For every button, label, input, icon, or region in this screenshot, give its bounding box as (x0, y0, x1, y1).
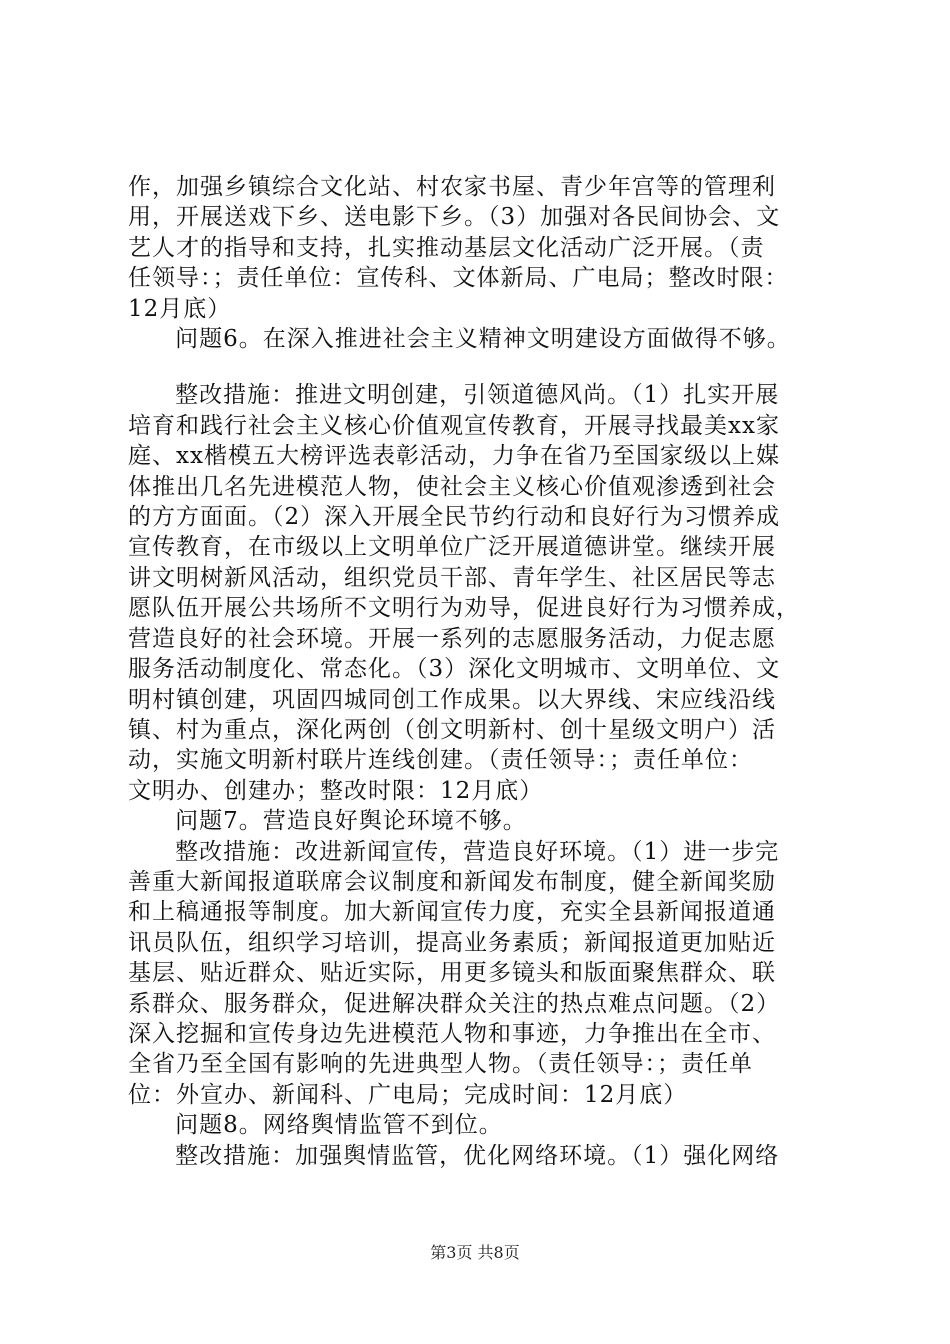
text-line: 讲文明树新风活动，组织党员干部、青年学生、社区居民等志 (128, 564, 776, 591)
text-line: 作，加强乡镇综合文化站、村农家书屋、青少年宫等的管理利 (128, 174, 776, 200)
text-line: 服务活动制度化、常态化。（3）深化文明城市、文明单位、文 (128, 656, 781, 683)
text-line: 明村镇创建，巩固四城同创工作成果。以大界线、宋应线沿线 (128, 686, 776, 713)
text-line: 位：外宣办、新闻科、广电局；完成时间：12月底） (128, 1081, 688, 1108)
paragraph-culture-measures (128, 172, 858, 324)
text-line: 宣传教育，在市级以上文明单位广泛开展道德讲堂。继续开展 (128, 534, 776, 561)
text-line: 营造良好的社会环境。开展一系列的志愿服务活动，力促志愿 (128, 625, 776, 652)
text-line: 艺人才的指导和支持，扎实推动基层文化活动广泛开展。（责 (128, 234, 765, 261)
text-line: 培育和践行社会主义核心价值观宣传教育，开展寻找最美xx家 (128, 412, 780, 439)
text-line: 讯员队伍，组织学习培训，提高业务素质；新闻报道更加贴近 (128, 929, 776, 956)
text-line: 文明办、创建办；整改时限：12月底） (128, 777, 544, 804)
problem-heading: 问题7。营造良好舆论环境不够。 (175, 808, 527, 835)
text-line: 全省乃至全国有影响的先进典型人物。（责任领导：；责任单 (128, 1051, 753, 1078)
text-line: 愿队伍开展公共场所不文明行为劝导，促进良好行为习惯养成， (128, 595, 800, 622)
text-line: 的方方面面。（2）深入开展全民节约行动和良好行为习惯养成 (128, 504, 781, 531)
text-line: 系群众、服务群众，促进解决群众关注的热点难点问题。（2） (128, 990, 781, 1017)
text-line: 体推出几名先进模范人物，使社会主义核心价值观渗透到社会 (128, 473, 776, 500)
text-line: 整改措施：改进新闻宣传，营造良好环境。（1）进一步完 (175, 838, 780, 865)
problem-heading: 问题6。在深入推进社会主义精神文明建设方面做得不够。 (175, 326, 791, 353)
document-body (128, 172, 858, 1171)
text-line: 庭、xx楷模五大榜评选表彰活动，力争在省乃至国家级以上媒 (128, 443, 780, 470)
text-line: 整改措施：推进文明创建，引领道德风尚。（1）扎实开展 (175, 382, 780, 409)
text-line: 善重大新闻报道联席会议制度和新闻发布制度，健全新闻奖励 (128, 868, 776, 895)
text-line: 整改措施：加强舆情监管，优化网络环境。（1）强化网络 (175, 1142, 780, 1169)
text-line: 用，开展送戏下乡、送电影下乡。（3）加强对各民间协会、文 (128, 204, 781, 231)
text-line: 任领导：；责任单位：宣传科、文体新局、广电局；整改时限： (128, 265, 789, 292)
text-line: 镇、村为重点，深化两创（创文明新村、创十星级文明户）活 (128, 716, 776, 743)
text-line: 和上稿通报等制度。加大新闻宣传力度，充实全县新闻报道通 (128, 899, 776, 926)
paragraph-problem-7 (128, 806, 858, 836)
text-line: 基层、贴近群众、贴近实际，用更多镜头和版面聚焦群众、联 (128, 960, 776, 987)
paragraph-news-measures (128, 837, 858, 1111)
text-line: 深入挖掘和宣传身边先进模范人物和事迹，力争推出在全市、 (128, 1020, 776, 1047)
paragraph-problem-8 (128, 1110, 858, 1140)
paragraph-network-measures (128, 1141, 858, 1171)
paragraph-problem-6 (128, 324, 858, 354)
text-line: 动，实施文明新村联片连线创建。（责任领导：；责任单位： (128, 747, 753, 774)
paragraph-civilization-measures (128, 380, 858, 806)
text-line: 12月底） (128, 295, 232, 322)
problem-heading: 问题8。网络舆情监管不到位。 (175, 1112, 503, 1139)
paragraph-gap (128, 354, 858, 380)
page-number-footer: 第3页 共8页 (430, 1243, 520, 1262)
